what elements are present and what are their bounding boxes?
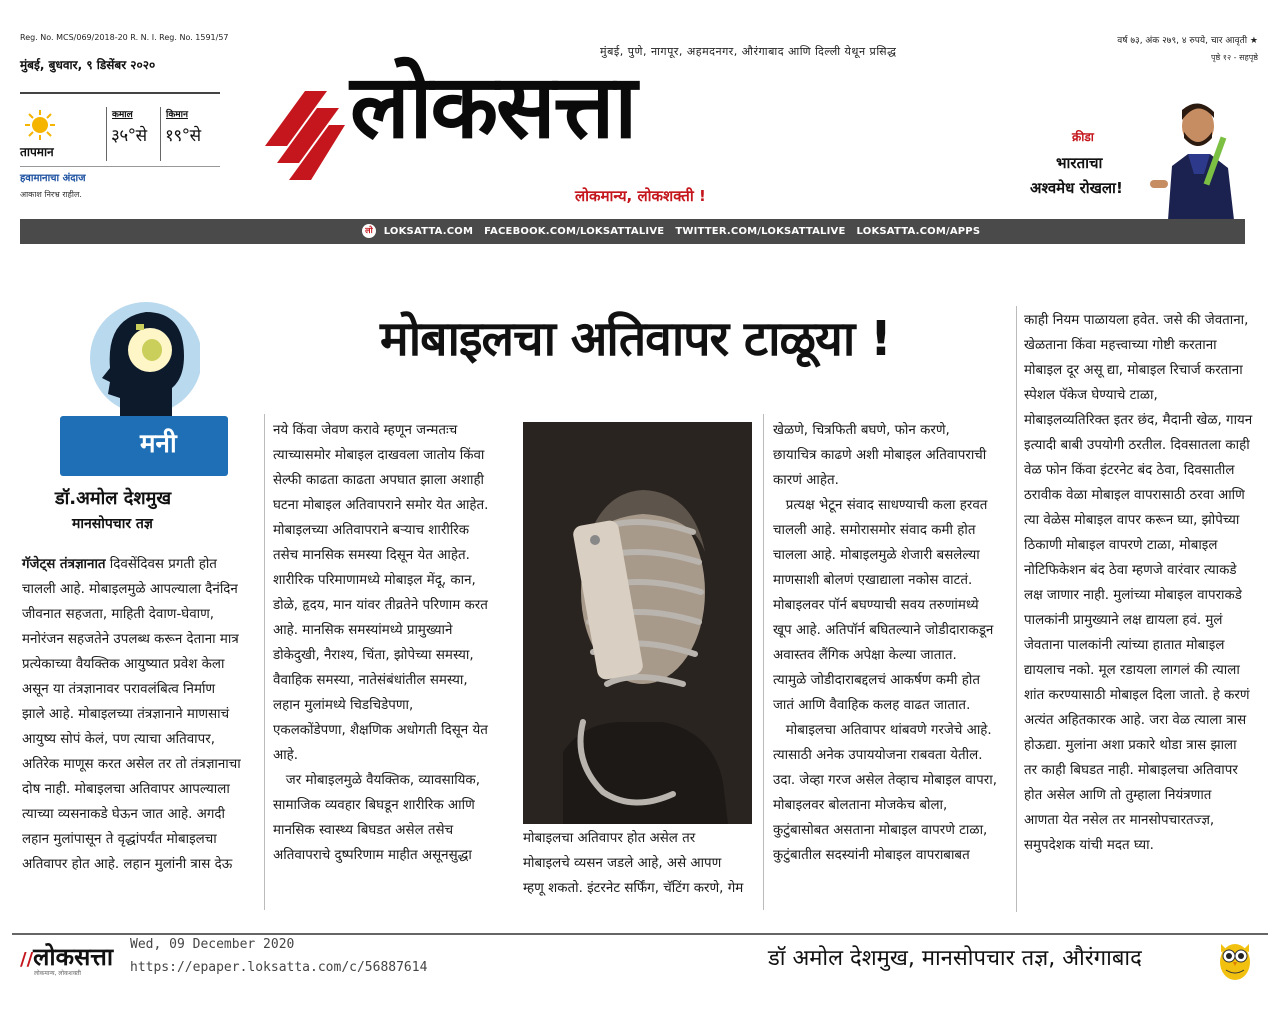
text-line: मोबाइलचा अतिवापर थांबवणे गरजेचे आहे. [773,723,992,738]
divider [20,166,220,167]
text-line: समुपदेशक यांची मदत घ्या. [1024,838,1154,853]
text-line: अवास्तव लैंगिक अपेक्षा केल्या जातात. [773,648,957,663]
column-divider [264,414,265,910]
masthead-tagline: लोकमान्य, लोकशक्ती ! [575,187,706,205]
max-temp-value: ३५°से [111,126,147,146]
text-line: जीवनात सहजता, माहिती देवाण-घेवाण, [22,607,215,622]
social-links-bar [20,219,1245,244]
text-line: त्या वेळेस मोबाइल वापर करून घ्या, झोपेच्या [1024,513,1240,528]
text-line: डोकेदुखी, नैराश्य, चिंता, झोपेच्या समस्या, [273,648,474,663]
text-line: एकलकोंडेपणा, शैक्षणिक अधोगती दिसून येत [273,723,488,738]
forecast-text: आकाश निरभ्र राहील. [20,190,82,199]
text-line: कुटुंबासोबत असताना मोबाइल वापरणे टाळा, [773,823,988,838]
text-line: होऊद्या. मुलांना अशा प्रकारे थोडा त्रास झाला [1024,738,1237,753]
min-temp-label: किमान [166,110,188,120]
text-line: ठरावीक वेळा मोबाइल वापरासाठी ठरवा आणि [1024,488,1245,503]
masthead-mark-icon [265,86,345,186]
cricketer-photo [1148,96,1243,220]
text-line: खेळताना किंवा महत्त्वाच्या गोष्टी करताना [1024,338,1217,353]
text-line: अतिरेक माणूस करत असेल तर तो तंत्रज्ञानाचा [22,757,241,772]
article-column-4 [1024,308,1264,858]
weather-label: तापमान [20,145,54,159]
text-line: खेळणे, चित्रफिती बघणे, फोन करणे, [773,423,950,438]
masthead-title: लोकसत्ता [350,54,636,158]
text-line: अतिवापराचे दुष्परिणाम माहीत असूनसुद्धा [273,848,472,863]
text-line: द्यायलाच नको. मूल रडायला लागलं की त्याला [1024,663,1240,678]
text-line: लक्ष जाणार नाही. मुलांच्या मोबाइल वापराकडे [1024,588,1242,603]
text-line: शांत करण्यासाठी मोबाइल दिला जातो. हे करणं [1024,688,1250,703]
caption-line: म्हणू शकतो. इंटरनेट सर्फिंग, चॅटिंग करणे, गेम [523,881,744,896]
photo-caption [523,826,753,901]
author-name: डॉ.अमोल देशमुख [55,488,172,509]
text-line: तसेच मानसिक समस्या दिसून येत आहेत. [273,548,470,563]
column-name: मनी [140,429,177,459]
text-line: झाले आहे. मोबाइलच्या तंत्रज्ञानाने माणसाचं [22,707,230,722]
author-credit: डॉ अमोल देशमुख, मानसोपचार तज्ञ, औरंगाबाद [768,946,1142,971]
text-line: मनोरंजन सहजतेने उपलब्ध करून देताना मात्र [22,632,239,647]
footer-logo-tagline: लोकमान्य, लोकशक्ती [34,970,81,977]
lead-words: गॅजेट्स तंत्रज्ञानात [22,557,106,572]
text-line: आणता येत नसेल तर मानसोपचारतज्ज्ञ, [1024,813,1215,828]
sun-icon [24,109,56,141]
text-line: मोबाइलच्या अतिवापराने बऱ्याच शारीरिक [273,523,470,538]
text-line: नये किंवा जेवण करावे म्हणून जन्मतःच [273,423,458,438]
forecast-label: हवामानाचा अंदाज [20,173,86,184]
article-photo [523,422,752,824]
text-line: चालली आहे. मोबाइलमुळे आपल्याला दैनंदिन [22,582,238,597]
footer-logo-text: लोकसत्ता [33,942,114,971]
text-line: त्याच्यासमोर मोबाइल दाखवला जातोय किंवा [273,448,485,463]
author-role: मानसोपचार तज्ञ [72,516,153,532]
text-line: मानसिक स्वास्थ्य बिघडत असेल तसेच [273,823,454,838]
text-line: जेवताना पालकांनी त्यांच्या हातात मोबाइल [1024,638,1225,653]
text-line: प्रत्यक्ष भेटून संवाद साधण्याची कला हरवत [773,498,988,513]
min-temp [160,107,211,161]
article-column-3 [773,418,1013,868]
text-line: होत असेल आणि तो तुम्हाला नियंत्रणात [1024,788,1212,803]
text-line: वेळ फोन किंवा इंटरनेट बंद ठेवा, दिवसातील [1024,463,1235,478]
text-line: प्रत्येकाच्या वैयक्तिक आयुष्यात प्रवेश केला [22,657,225,672]
registration-number: Reg. No. MCS/069/2018-20 R. N. I. Reg. No. 1591/57 [20,33,229,42]
page-count: पृष्ठे १२ - सहपृष्ठे [1210,53,1258,62]
text-line: घटना मोबाइल अतिवापराने समोर येत आहेत. [273,498,489,513]
text-line: आहे. मानसिक समस्यांमध्ये प्रामुख्याने [273,623,453,638]
dateline: मुंबई, बुधवार, ९ डिसेंबर २०२० [20,58,156,72]
text-line: लहान मुलांपासून ते वृद्धांपर्यंत मोबाइलचा [22,832,217,847]
text-line: मोबाइलवर पॉर्न बघण्याची सवय तरुणांमध्ये [773,598,979,613]
caption-line: मोबाइलचे व्यसन जडले आहे, असे आपण [523,856,722,871]
text-line: उदा. जेव्हा गरज असेल तेव्हाच मोबाइल वापरा, [773,773,997,788]
footer-divider [12,933,1268,935]
text-line: मोबाइल दूर असू द्या, मोबाइल रिचार्ज करताना [1024,363,1243,378]
text-line: आहे. [273,748,299,763]
text-line: जातं आणि वैवाहिक कलह वाढत जातात. [773,698,971,713]
sports-category: क्रीडा [1072,130,1094,144]
text-line: नोटिफिकेशन बंद ठेवा म्हणजे वारंवार त्याकडे [1024,563,1237,578]
social-links[interactable]: LOKSATTA.COM FACEBOOK.COM/LOKSATTALIVE TWITTER.COM/LOKSATTALIVE LOKSATTA.COM/APPS [383,226,981,237]
text-line: लहान मुलांमध्ये चिडचिडेपणा, [273,698,414,713]
divider [20,92,220,94]
text-line: चालला आहे. मोबाइलमुळे शेजारी बसलेल्या [773,548,980,563]
text-line: मोबाइलवर बोलताना मोजकेच बोला, [773,798,948,813]
text-line: शारीरिक परिमाणामध्ये मोबाइल मेंदू, कान, [273,573,476,588]
article-headline: मोबाइलचा अतिवापर टाळूया ! [380,311,891,367]
text-line: आयुष्य सोपं केलं, पण त्याचा अतिवापर, [22,732,215,747]
text-line: वैवाहिक समस्या, नातेसंबंधांतील समस्या, [273,673,468,688]
text-line: स्पेशल पॅकेज घेण्याचे टाळा, [1024,388,1158,403]
loksatta-logo-icon: लो [362,224,376,238]
text-line: ठिकाणी मोबाइल वापरणे टाळा, मोबाइल [1024,538,1218,553]
sports-headline-line2: अश्वमेध रोखला! [1030,179,1123,197]
text-line: अत्यंत अहितकारक आहे. जरा वेळ त्याला त्रास [1024,713,1247,728]
weather-box [20,105,214,163]
head-illustration [80,298,200,428]
text-line: त्यासाठी अनेक उपाययोजना राबवता येतील. [773,748,983,763]
text-line: असून या तंत्रज्ञानावर परावलंबित्व निर्माण [22,682,216,697]
text-line: सामाजिक व्यवहार बिघडून शारीरिक आणि [273,798,475,813]
text-line: कारणं आहेत. [773,473,839,488]
column-divider [1016,306,1017,912]
volume-info: वर्ष ७३, अंक २७९, ४ रुपये, चार आवृती ★ [1117,36,1258,46]
text-line: त्यामुळे जोडीदाराबद्दलचं आकर्षण कमी होत [773,673,980,688]
text-line: त्याच्या व्यसनाकडे घेऊन जात आहे. अगदी [22,807,225,822]
max-temp [106,107,157,161]
text-line: माणसाशी बोलणं एखाद्याला नकोस वाटतं. [773,573,973,588]
text-line: दोष नाही. मोबाइलचा अतिवापर आपल्याला [22,782,230,797]
owl-icon [1218,936,1252,982]
text-line: अतिवापर होत आहे. लहान मुलांनी त्रास देऊ [22,857,233,872]
text-line: डोळे, हृदय, मान यांवर तीव्रतेने परिणाम करत [273,598,488,613]
text-line: तर काही बिघडत नाही. मोबाइलचा अतिवापर [1024,763,1238,778]
caption-line: मोबाइलचा अतिवापर होत असेल तर [523,831,696,846]
sports-headline-line1: भारताचा [1056,154,1103,172]
text-line: जर मोबाइलमुळे वैयक्तिक, व्यावसायिक, [273,773,480,788]
text-line: सेल्फी काढता काढता अपघात झाला अशाही [273,473,485,488]
article-column-1 [22,552,258,877]
text-line: पालकांनी प्रामुख्याने लक्ष द्यायला हवं. मुलं [1024,613,1223,628]
footer-logo: //लोकसत्ता [20,942,114,971]
text-line: मोबाइलव्यतिरिक्त इतर छंद, मैदानी खेळ, गायन [1024,413,1253,428]
column-divider [763,414,764,910]
editions-line: मुंबई, पुणे, नागपूर, अहमदनगर, औरंगाबाद आणि दिल्ली येथून प्रसिद्ध [600,45,897,58]
text-line: काही नियम पाळायला हवेत. जसे की जेवताना, [1024,313,1249,328]
text-line: चालली आहे. समोरासमोर संवाद कमी होत [773,523,976,538]
text-line: दिवसेंदिवस प्रगती होत [105,557,217,572]
text-line: इत्यादी बाबी उपयोगी ठरतील. दिवसातला काही [1024,438,1250,453]
min-temp-value: १९°से [165,126,201,146]
max-temp-label: कमाल [112,110,133,120]
text-line: खूप आहे. अतिपॉर्न बघितल्याने जोडीदाराकडून [773,623,994,638]
text-line: कुटुंबातील सदस्यांनी मोबाइल वापराबाबत [773,848,970,863]
epaper-url[interactable]: https://epaper.loksatta.com/c/56887614 [130,960,428,975]
edition-date: Wed, 09 December 2020 [130,937,295,952]
text-line: छायाचित्र काढणे अशी मोबाइल अतिवापराची [773,448,987,463]
article-column-2 [273,418,513,868]
